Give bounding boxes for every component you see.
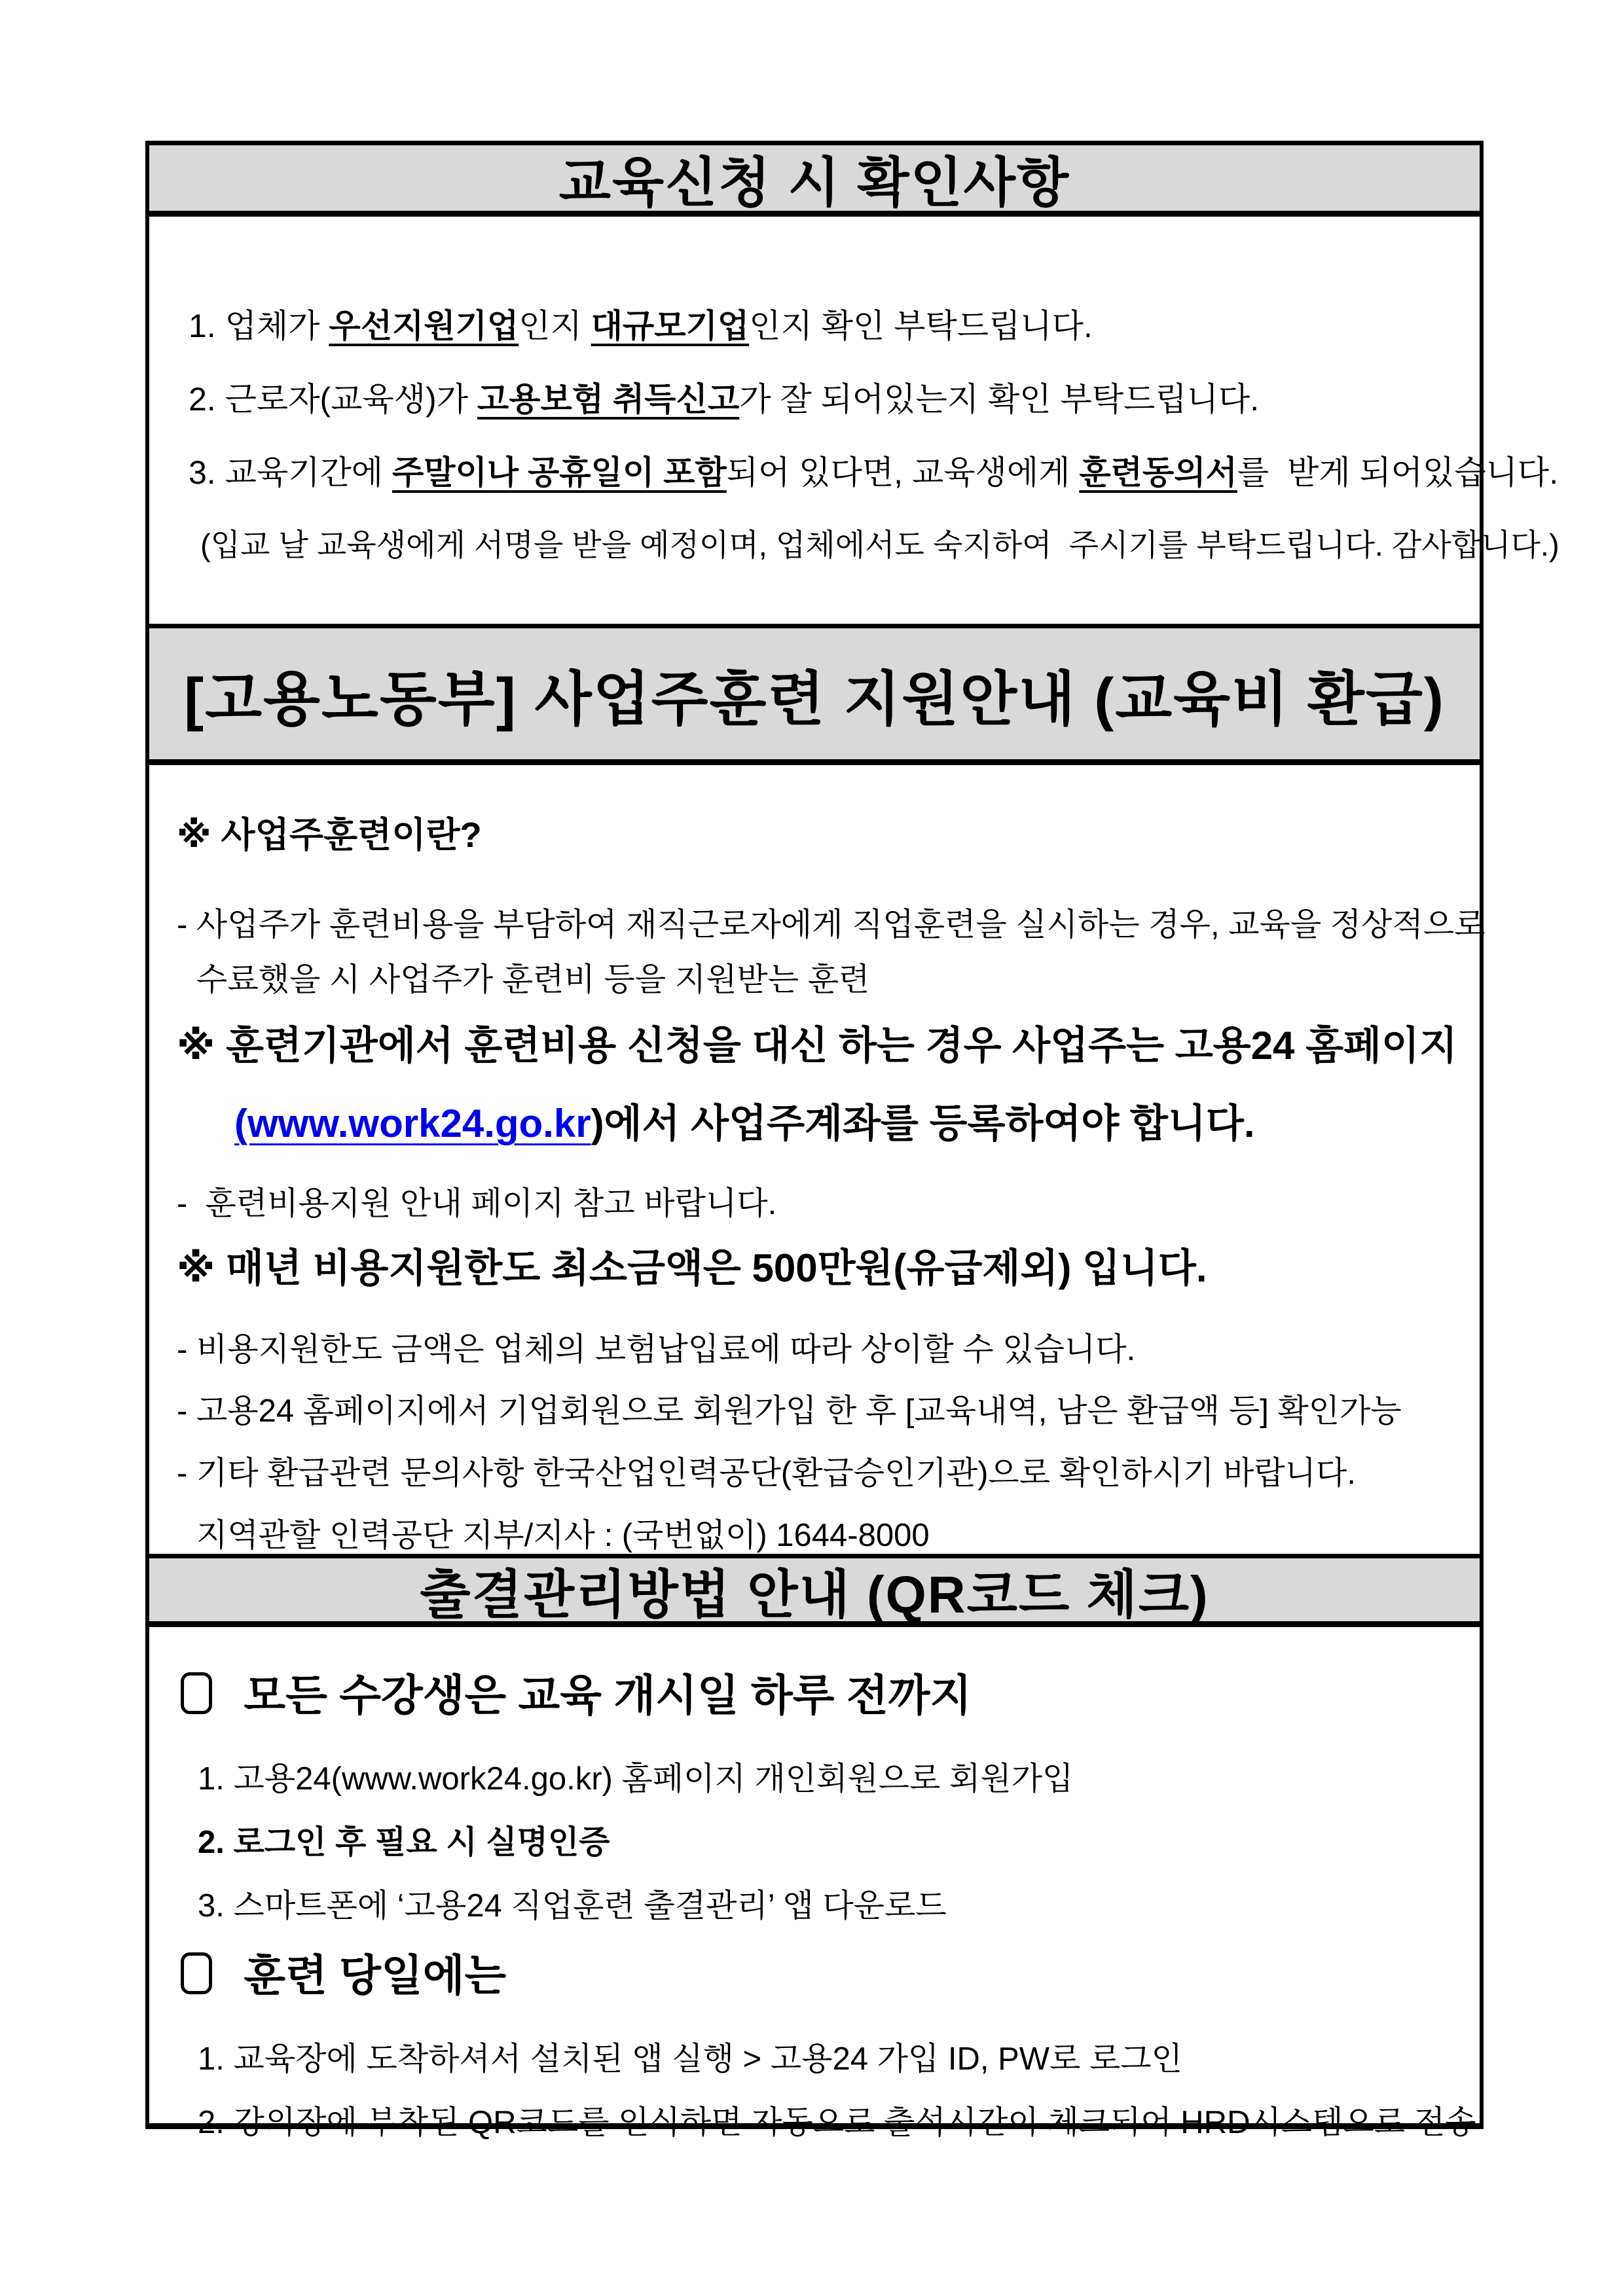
text-run: 훈련동의서 (1079, 454, 1237, 491)
text-run: 2. 근로자(교육생)가 (189, 381, 477, 418)
text-run: - 사업주가 훈련비용을 부담하여 재직근로자에게 직업훈련을 실시하는 경우, 교육을 정상적으로 (177, 906, 1486, 942)
check-item-1 (189, 307, 1463, 346)
work24-member-note (177, 1393, 1464, 1431)
cost-support-page-note (177, 1185, 1464, 1223)
annual-limit-notice (177, 1246, 1464, 1292)
text-run: 1. 업체가 (189, 308, 329, 344)
section3-header (149, 1554, 1480, 1627)
text-run: 지역관할 인력공단 지부/지사 : (국번없이) 1644-8000 (196, 1517, 930, 1553)
text-run: )에서 사업주계좌를 등록하여야 합니다. (591, 1102, 1255, 1146)
work24-link[interactable]: (www.work24.go.kr (234, 1102, 591, 1146)
day-step-2 (181, 2104, 1476, 2142)
text-run: (입교 날 교육생에게 서명을 받을 예정이며, 업체에서도 숙지하여 주시기를 부탁드립니다. 감사합니다.) (200, 528, 1559, 562)
text-run: 모든 수강생은 교육 개시일 하루 전까지 (232, 1671, 972, 1719)
text-run: 1. 고용24(www.work24.go.kr) 홈페이지 개인회원으로 회원가입 (198, 1761, 1074, 1797)
before-step-1 (181, 1761, 1464, 1799)
text-run: 인지 확인 부탁드립니다. (749, 308, 1093, 344)
check-item-3 (189, 454, 1559, 492)
text-run: 인지 (519, 308, 591, 344)
section2-title: [고용노동부] 사업주훈련 지원안내 (교육비 환급) (184, 667, 1445, 732)
checkbox-icon (181, 1952, 212, 1994)
before-step-3 (181, 1888, 1464, 1926)
notice-table (145, 141, 1559, 2140)
section3-body (149, 1627, 1480, 2140)
text-run: 대규모기업 (591, 308, 750, 344)
text-run: 우선지원기업 (329, 308, 519, 344)
text-run: 3. 스마트폰에 ‘고용24 직업훈련 출결관리’ 앱 다운로드 (198, 1888, 947, 1924)
text-run: 가 잘 되어있는지 확인 부탁드립니다. (739, 381, 1260, 418)
text-run: 고용보험 취득신고 (477, 381, 740, 418)
employer-training-desc-2 (177, 961, 1464, 999)
before-step-2 (181, 1824, 1464, 1862)
text-run: 3. 교육기간에 (189, 454, 392, 491)
text-run: - 기타 환급관련 문의사항 한국산업인력공단(환급승인기관)으로 확인하시기 바랍니다. (177, 1456, 1356, 1492)
text-run: ※ 매년 비용지원한도 최소금액은 500만원(유급제외) 입니다. (177, 1246, 1207, 1290)
section3-title: 출결관리방법 안내 (QR코드 체크) (420, 1565, 1209, 1624)
text-run: 주말이나 공휴일이 포함 (392, 454, 727, 491)
before-start-heading (181, 1670, 1464, 1721)
employer-training-question (177, 815, 1464, 857)
text-run: - 비용지원한도 금액은 업체의 보험납입료에 따라 상이할 수 있습니다. (177, 1331, 1136, 1367)
text-run: - 훈련비용지원 안내 페이지 참고 바랍니다. (177, 1185, 777, 1221)
checkbox-icon (181, 1672, 212, 1714)
text-run: ※ 사업주훈련이란? (177, 816, 482, 855)
day-step-1 (181, 2041, 1464, 2079)
work24-register-notice-1 (177, 1023, 1464, 1069)
limit-varies-note (177, 1331, 1464, 1369)
training-day-heading (181, 1950, 1464, 2001)
text-run: 2. 강의장에 부착된 QR코드를 인식하면 자동으로 출석시간이 체크되어 HRD시스템으로 전송 (198, 2105, 1476, 2140)
section2-body (149, 765, 1486, 1554)
employer-training-desc-1 (177, 906, 1486, 944)
text-run: ※ 훈련기관에서 훈련비용 신청을 대신 하는 경우 사업주는 고용24 홈페이지 (177, 1024, 1457, 1068)
section1-title: 교육신청 시 확인사항 (558, 152, 1070, 213)
check-item-3-note (189, 527, 1559, 563)
hrdk-phone-line (177, 1517, 1464, 1555)
refund-inquiry-note (177, 1455, 1464, 1493)
text-run: 되어 있다면, 교육생에게 (726, 454, 1080, 491)
text-run: 훈련 당일에는 (232, 1951, 507, 2000)
work24-register-notice-2 (177, 1101, 1464, 1147)
text-run: 를 받게 되어있습니다. (1237, 454, 1559, 491)
text-run: 1. 교육장에 도착하셔서 설치된 앱 실행 > 고용24 가입 ID, PW로 로그인 (198, 2041, 1182, 2077)
text-run: - 고용24 홈페이지에서 기업회원으로 회원가입 한 후 [교육내역, 남은 환급액 등] 확인가능 (177, 1393, 1402, 1429)
text-run: 2. 로그인 후 필요 시 실명인증 (198, 1824, 610, 1860)
section1-header (149, 145, 1480, 217)
section1-body (149, 217, 1559, 624)
section2-header (149, 624, 1480, 765)
text-run: 수료했을 시 사업주가 훈련비 등을 지원받는 훈련 (196, 961, 870, 997)
check-item-2 (189, 380, 1463, 419)
